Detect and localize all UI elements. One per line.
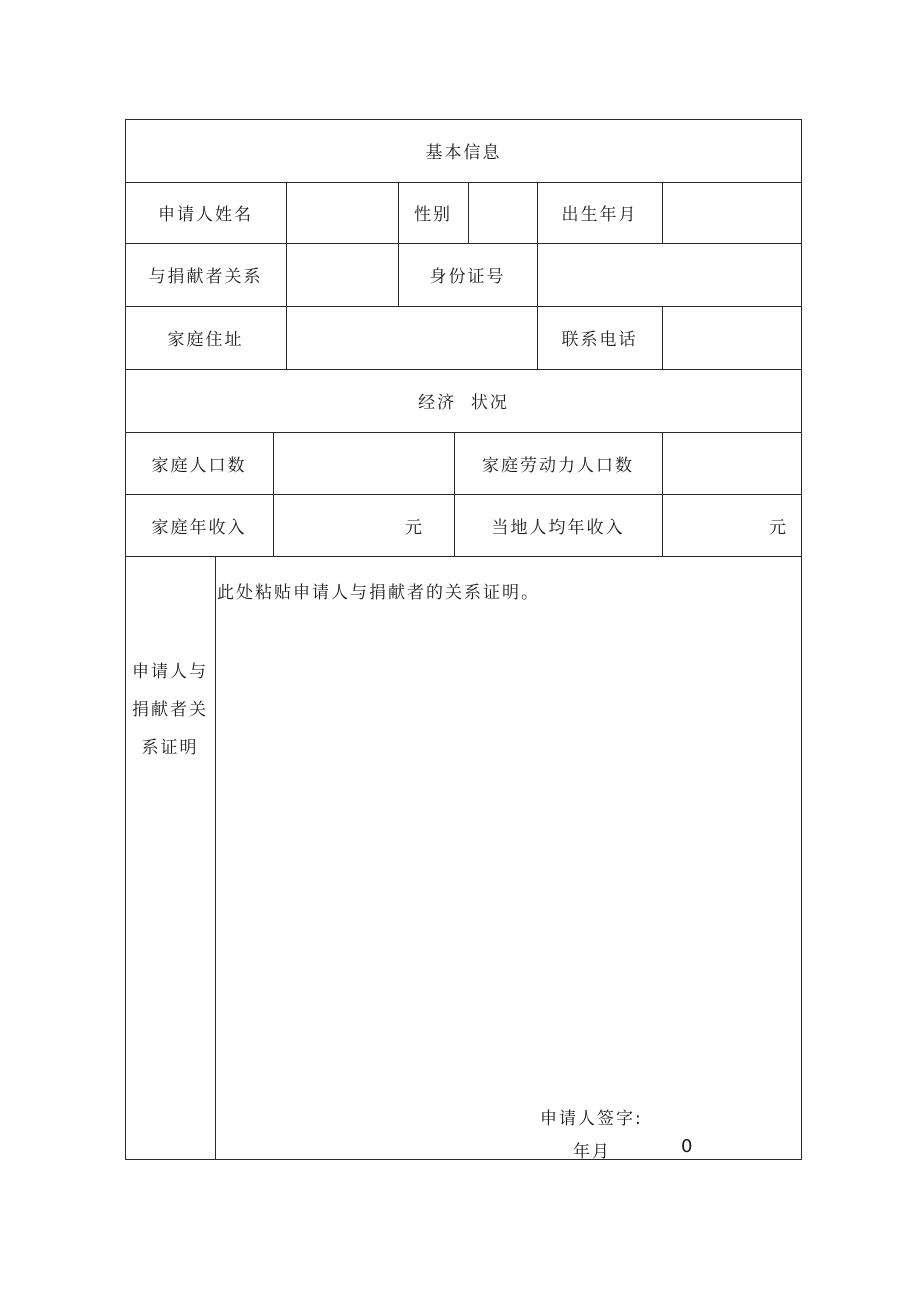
household-size-label: 家庭人口数	[151, 455, 247, 476]
address-label: 家庭住址	[167, 330, 244, 350]
proof-label-line: 系证明	[141, 738, 199, 758]
gender-field[interactable]	[468, 182, 537, 243]
economic-title: 经济 状况	[418, 393, 509, 413]
income-unit: 元	[405, 517, 424, 538]
proof-label-line: 捐献者关	[132, 700, 208, 720]
id-number-field[interactable]	[537, 243, 802, 306]
col-divider	[215, 556, 216, 1160]
phone-field[interactable]	[662, 306, 802, 369]
labor-size-field[interactable]	[662, 432, 802, 494]
application-form	[125, 119, 802, 1160]
id-number-label: 身份证号	[429, 267, 506, 287]
birth-field[interactable]	[662, 182, 802, 243]
local-income-unit: 元	[769, 517, 788, 538]
local-income-field[interactable]	[662, 494, 802, 556]
household-size-field[interactable]	[273, 432, 454, 494]
birth-label: 出生年月	[561, 205, 638, 225]
labor-size-label: 家庭劳动力人口数	[482, 455, 634, 476]
annual-income-label: 家庭年收入	[151, 517, 247, 538]
signature-label: 申请人签字:	[540, 1109, 643, 1129]
basic-info-title: 基本信息	[425, 143, 502, 163]
annual-income-field[interactable]	[273, 494, 454, 556]
paste-note: 此处粘贴申请人与捐献者的关系证明。	[217, 583, 540, 603]
row-divider	[125, 556, 802, 557]
phone-label: 联系电话	[561, 330, 638, 350]
proof-label	[125, 653, 215, 767]
border-bottom	[125, 1159, 802, 1160]
local-income-label: 当地人均年收入	[491, 517, 625, 538]
gender-label: 性别	[414, 205, 452, 225]
address-field[interactable]	[286, 306, 537, 369]
relation-label: 与捐献者关系	[148, 267, 263, 287]
applicant-name-field[interactable]	[286, 182, 398, 243]
day-value: 0	[681, 1136, 693, 1157]
proof-label-line: 申请人与	[132, 662, 208, 682]
relation-field[interactable]	[286, 243, 398, 306]
date-label: 年月	[573, 1142, 611, 1162]
applicant-name-label: 申请人姓名	[158, 205, 253, 225]
